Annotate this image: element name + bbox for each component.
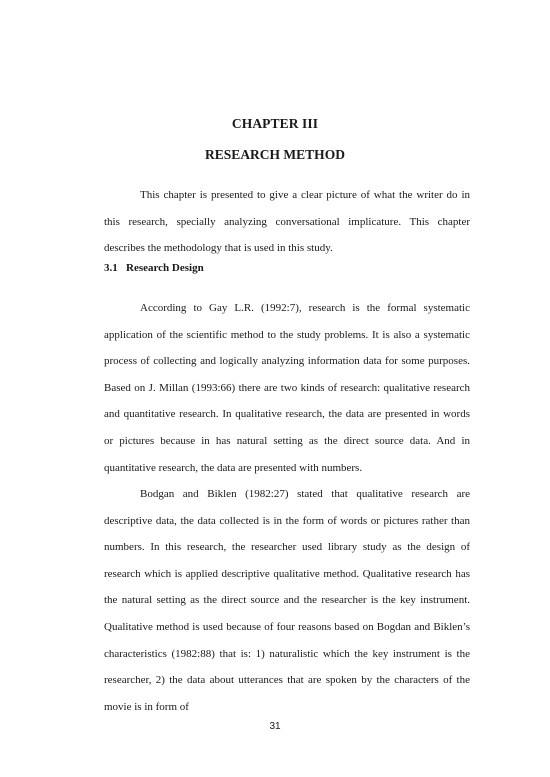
section-heading-title: Research Design — [126, 262, 204, 274]
chapter-title: CHAPTER III — [231, 116, 319, 131]
chapter-subtitle: RESEARCH METHOD — [205, 147, 345, 162]
section-number: 3.1 — [104, 262, 118, 274]
body-paragraph: According to Gay L.R. (1992:7), research is the formal systematic application of the scientific method to the study problems. It is also a systematic process of collecting and logically analyzing information data for some purposes. Based on J. Millan (1993:66) there are two kinds of research: qualitative research and quantitative research. In qualitative research, the data are presented in words or pictures because in has natural setting as the direct source data. And in quantitative research, the data are presented with numbers. — [104, 302, 470, 474]
body-paragraph: Bodgan and Biklen (1982:27) stated that qualitative research are descriptive data, the data collected is in the form of words or pictures rather than numbers. In this research, the researcher used library study as the design of research which is applied descriptive qualitative method. Qualitative research has the natural setting as the direct source and the researcher is the key instrument. Qualitative method is used because of four reasons based on Bogdan and Biklen’s characteristics (1982:88) that is: 1) naturalistic which the key instrument is the researcher, 2) the data about utterances that are spoken by the characters of the movie is in form of — [104, 488, 470, 713]
intro-paragraph: This chapter is presented to give a clear picture of what the writer do in this research, specially analyzing conversational implicature. This chapter describes the methodology that is used in this study. — [104, 189, 470, 255]
page-number: 31 — [269, 721, 281, 732]
section-heading — [104, 262, 204, 274]
